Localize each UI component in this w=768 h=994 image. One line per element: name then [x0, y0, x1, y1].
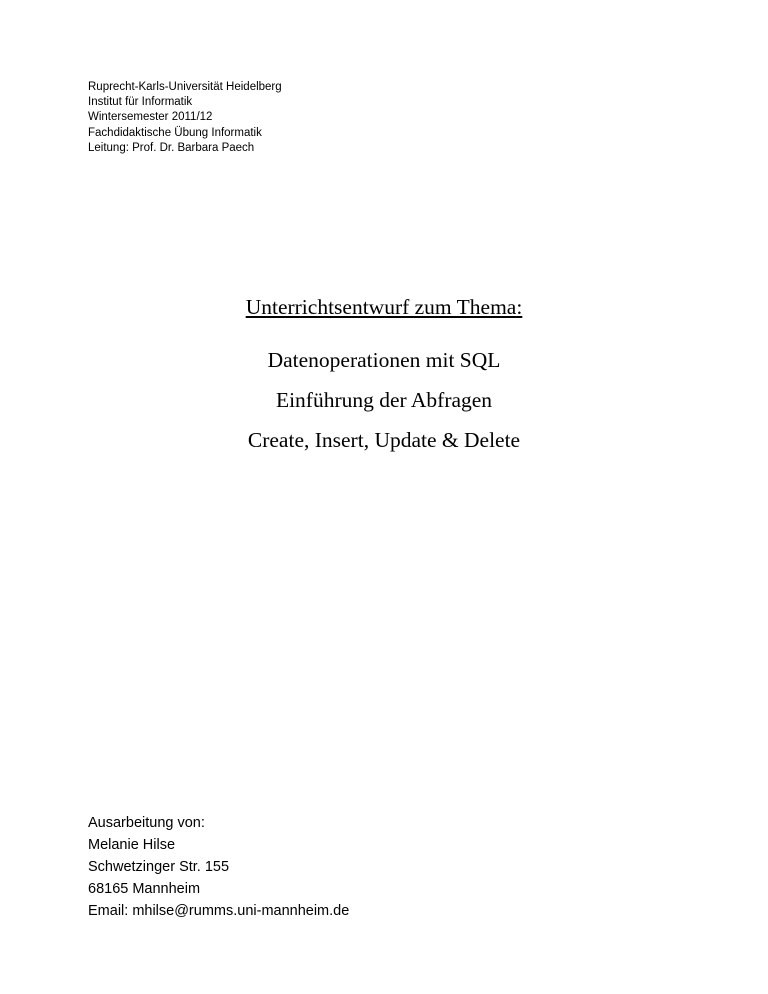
subtitle-line-2: Einführung der Abfragen: [275, 388, 493, 412]
title-block: [0, 292, 768, 460]
author-name: Melanie Hilse: [88, 837, 176, 853]
page-title: Unterrichtsentwurf zum Thema:: [245, 295, 523, 319]
page-title-wrapper: [0, 292, 768, 322]
author-street: Schwetzinger Str. 155: [88, 859, 230, 875]
header-line-supervisor: Leitung: Prof. Dr. Barbara Paech: [88, 141, 255, 154]
header-line-course: Fachdidaktische Übung Informatik: [88, 126, 262, 139]
author-block: [88, 812, 349, 922]
institution-header: [88, 80, 282, 156]
subtitle-line-1: Datenoperationen mit SQL: [267, 348, 501, 372]
header-line-semester: Wintersemester 2011/12: [88, 111, 213, 124]
author-city: 68165 Mannheim: [88, 881, 201, 897]
title-spacer: [0, 322, 768, 340]
author-label: Ausarbeitung von:: [88, 815, 205, 831]
author-email: Email: mhilse@rumms.uni-mannheim.de: [88, 903, 350, 919]
header-line-university: Ruprecht-Karls-Universität Heidelberg: [88, 81, 282, 93]
subtitle-line-3: Create, Insert, Update & Delete: [247, 428, 521, 452]
header-line-institute: Institut für Informatik: [88, 96, 193, 109]
